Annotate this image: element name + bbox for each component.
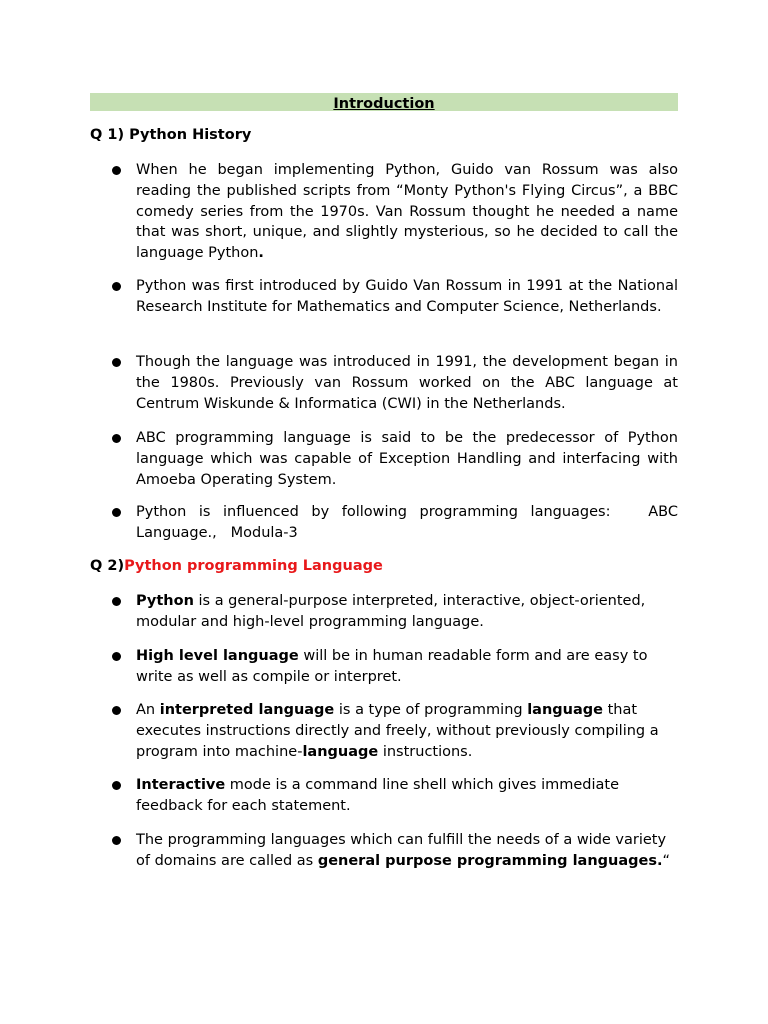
bullet-icon (112, 282, 121, 291)
list-item (112, 352, 678, 414)
list-item (112, 502, 683, 544)
term-bold: language (302, 743, 379, 760)
bullet-icon (112, 597, 121, 606)
bullet-icon (112, 652, 121, 661)
section-title-bar (90, 93, 678, 111)
bullet-text: Python is influenced by following programming languages: ABC Language., Modula-3 (136, 504, 683, 541)
list-item (112, 775, 678, 817)
list-item (112, 830, 678, 872)
list-item (112, 591, 678, 633)
bullet-text: is a general-purpose interpreted, interactive, object-oriented, modular and high-level programming language. (136, 593, 646, 630)
term-bold: Python (136, 593, 194, 609)
bullet-text: instructions. (378, 743, 473, 760)
question-1-heading: Q 1) Python History (90, 127, 252, 143)
bullet-text: When he began implementing Python, Guido van Rossum was also reading the published scripts from “Monty Python's Flying Circus”, a BBC comedy series from the 1970s. Van Rossum thought he needed a name that was short, unique, and slightly mysterious, so he decided to call the language Python (136, 162, 678, 262)
term-bold: language (527, 702, 603, 718)
bullet-text: ABC programming language is said to be the predecessor of Python language which was capable of Exception Handling and interfacing with Amoeba Operating System. (136, 430, 678, 488)
question-2-heading (90, 556, 383, 576)
term-bold: Interactive (136, 777, 226, 793)
term-bold: High level language (136, 648, 299, 664)
bullet-text: is a type of programming (334, 702, 528, 718)
bullet-icon (112, 358, 121, 367)
list-item (112, 276, 678, 318)
question-2-title: Python programming Language (124, 558, 383, 574)
bullet-text: An (136, 702, 160, 718)
term-bold: general purpose programming languages. (317, 852, 663, 869)
bullet-icon (112, 706, 121, 715)
list-item (112, 428, 678, 490)
question-2-number: Q 2) (90, 558, 125, 574)
bullet-text: will be in human readable form and are easy to write as well as compile or interpret. (136, 648, 648, 685)
list-item (112, 160, 678, 264)
bullet-period: . (258, 245, 264, 262)
bullet-text: Python was first introduced by Guido Van Rossum in 1991 at the National Research Institute for Mathematics and Computer Science, Netherlands. (136, 278, 678, 315)
section-title: Introduction (333, 96, 435, 112)
list-item (112, 700, 678, 762)
closing-quote: “ (662, 852, 671, 869)
term-bold: interpreted language (159, 702, 335, 718)
bullet-icon (112, 836, 121, 845)
list-item (112, 646, 678, 688)
bullet-text: The programming languages which can fulfill the needs of a wide variety of domains are called as (136, 832, 667, 869)
bullet-icon (112, 434, 121, 443)
bullet-icon (112, 781, 121, 790)
bullet-icon (112, 166, 121, 175)
bullet-text: Though the language was introduced in 1991, the development began in the 1980s. Previously van Rossum worked on the ABC language at Centrum Wiskunde & Informatica (CWI) in the Netherlands. (136, 354, 678, 412)
bullet-text: that executes instructions directly and freely, without previously compiling a program into machine- (136, 702, 659, 760)
bullet-text: mode is a command line shell which gives immediate feedback for each statement. (136, 777, 619, 814)
bullet-icon (112, 508, 121, 517)
